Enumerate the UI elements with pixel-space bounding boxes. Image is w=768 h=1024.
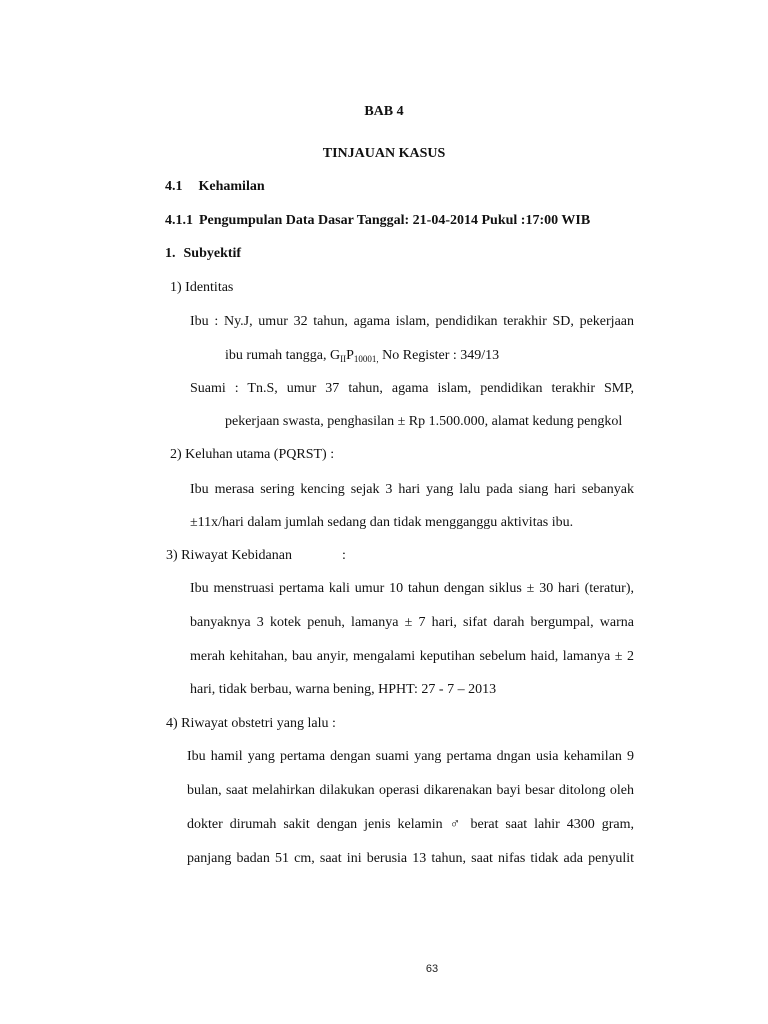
identitas-label: 1) Identitas — [170, 280, 234, 295]
page-number: 63 — [425, 963, 439, 975]
keluhan-label: 2) Keluhan utama (PQRST) : — [170, 447, 335, 462]
suami-line-2: pekerjaan swasta, penghasilan ± Rp 1.500.000, alamat kedung pengkol — [225, 414, 623, 429]
obstetri-line-1: Ibu hamil yang pertama dengan suami yang pertama dngan usia kehamilan 9 — [187, 749, 634, 764]
obstetri-line-4: panjang badan 51 cm, saat ini berusia 13 tahun, saat nifas tidak ada penyulit — [187, 851, 634, 866]
ibu-line-2: ibu rumah tangga, $G_{II}P_{10001,}$ No Register : 349/13 — [225, 348, 500, 364]
section-title: Subyektif — [183, 246, 242, 261]
obstetri-line-3: dokter dirumah sakit dengan jenis kelamin ♂ berat saat lahir 4300 gram, — [187, 817, 634, 832]
suami-line-1: Suami : Tn.S, umur 37 tahun, agama islam, pendidikan terakhir SMP, — [190, 381, 634, 396]
kebidanan-line-3: merah kehitahan, bau anyir, mengalami keputihan sebelum haid, lamanya ± 2 — [190, 649, 634, 664]
section-number: 1. — [165, 246, 176, 261]
keluhan-line-2: ±11x/hari dalam jumlah sedang dan tidak mengganggu aktivitas ibu. — [190, 515, 574, 530]
ibu-line-1: Ibu : Ny.J, umur 32 tahun, agama islam, pendidikan terakhir SD, pekerjaan — [190, 314, 634, 329]
kebidanan-line-4: hari, tidak berbau, warna bening, HPHT: 27 - 7 – 2013 — [190, 682, 497, 697]
chapter-heading: BAB 4 — [364, 104, 404, 119]
section-title: Kehamilan — [198, 179, 265, 194]
subyektif-heading — [165, 245, 241, 263]
section-number: 4.1 — [165, 179, 183, 194]
section-title: Pengumpulan Data Dasar Tanggal: 21-04-2014 Pukul :17:00 WIB — [199, 213, 591, 228]
kebidanan-line-2: banyaknya 3 kotek penuh, lamanya ± 7 hari, sifat darah bergumpal, warna — [190, 615, 634, 630]
keluhan-line-1: Ibu merasa sering kencing sejak 3 hari yang lalu pada siang hari sebanyak — [190, 482, 634, 497]
obstetri-label: 4) Riwayat obstetri yang lalu : — [166, 716, 336, 731]
chapter-title: TINJAUAN KASUS — [322, 146, 446, 161]
section-4-1-heading — [165, 178, 265, 196]
kebidanan-line-1: Ibu menstruasi pertama kali umur 10 tahun dengan siklus ± 30 hari (teratur), — [190, 581, 634, 596]
section-number: 4.1.1 — [165, 213, 193, 228]
obstetri-line-2: bulan, saat melahirkan dilakukan operasi dikarenakan bayi besar ditolong oleh — [187, 783, 634, 798]
section-4-1-1-heading — [165, 212, 590, 230]
kebidanan-label: 3) Riwayat Kebidanan : — [166, 548, 346, 563]
